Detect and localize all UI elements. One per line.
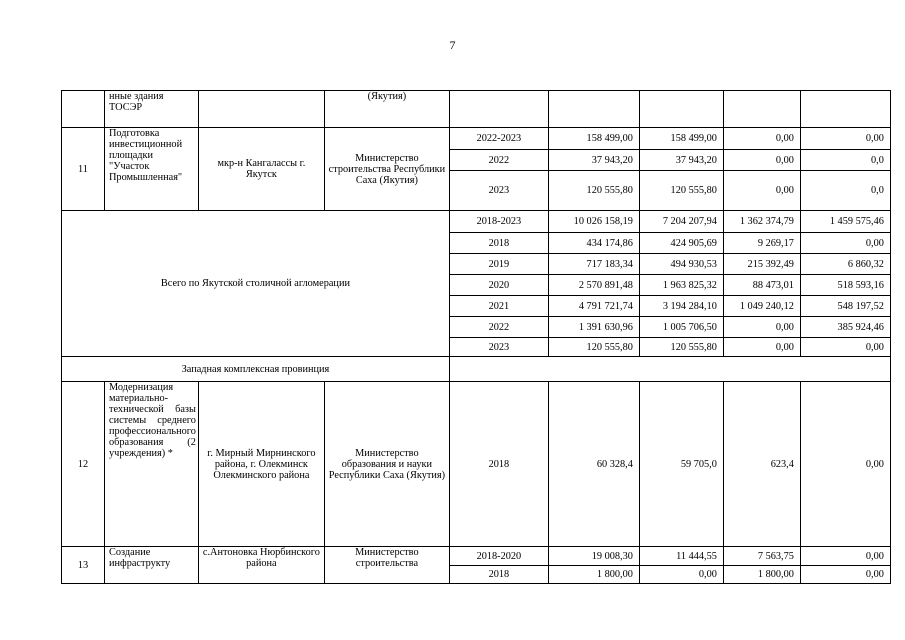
- cell-ministry: Министерство строительства Республики Саха (Якутия): [324, 128, 449, 211]
- table-row: [62, 128, 891, 150]
- cell-col2: 88 473,01: [723, 275, 800, 296]
- cell-col3: 0,0: [800, 150, 890, 171]
- cell-col2: [723, 91, 800, 128]
- cell-col2: 0,00: [723, 317, 800, 338]
- table-row-total: [62, 211, 891, 233]
- cell-total: 158 499,00: [548, 128, 639, 150]
- cell-total: 37 943,20: [548, 150, 639, 171]
- cell-total: 1 391 630,96: [548, 317, 639, 338]
- table-row-continuation: [62, 91, 891, 128]
- cell-period: 2023: [449, 338, 548, 357]
- cell-col2: 7 563,75: [723, 547, 800, 566]
- cell-col1: 0,00: [639, 566, 723, 584]
- cell-ministry: Министерство образования и науки Республики Саха (Якутия): [324, 382, 449, 547]
- cell-period: 2018-2023: [449, 211, 548, 233]
- cell-period: 2022: [449, 317, 548, 338]
- cell-col3: 548 197,52: [800, 296, 890, 317]
- cell-col1: 7 204 207,94: [639, 211, 723, 233]
- cell-col2: 215 392,49: [723, 254, 800, 275]
- cell-col3: 0,00: [800, 233, 890, 254]
- cell-total: 4 791 721,74: [548, 296, 639, 317]
- cell-col3: [800, 91, 890, 128]
- cell-total: [548, 91, 639, 128]
- cell-col1: 1 005 706,50: [639, 317, 723, 338]
- cell-total: 120 555,80: [548, 171, 639, 211]
- cell-col1: 120 555,80: [639, 171, 723, 211]
- cell-total: 60 328,4: [548, 382, 639, 547]
- cell-total: 717 183,34: [548, 254, 639, 275]
- section-header-row: [62, 357, 891, 382]
- cell-col2: 1 800,00: [723, 566, 800, 584]
- cell-col3: 0,00: [800, 547, 890, 566]
- cell-col3: 385 924,46: [800, 317, 890, 338]
- cell-col1: 120 555,80: [639, 338, 723, 357]
- cell-num: 13: [62, 547, 105, 584]
- cell-col2: 0,00: [723, 150, 800, 171]
- cell-col1: 494 930,53: [639, 254, 723, 275]
- cell-num: 12: [62, 382, 105, 547]
- cell-period: [449, 91, 548, 128]
- cell-col2: 0,00: [723, 171, 800, 211]
- cell-col2: 0,00: [723, 338, 800, 357]
- cell-total: 1 800,00: [548, 566, 639, 584]
- cell-total: 120 555,80: [548, 338, 639, 357]
- cell-col2: 9 269,17: [723, 233, 800, 254]
- cell-period: 2022-2023: [449, 128, 548, 150]
- cell-total-label: Всего по Якутской столичной агломерации: [62, 211, 450, 357]
- cell-col2: 1 049 240,12: [723, 296, 800, 317]
- cell-num: [62, 91, 105, 128]
- page-number: 7: [449, 38, 456, 52]
- table-row: [62, 547, 891, 566]
- cell-period: 2018-2020: [449, 547, 548, 566]
- cell-col2: 0,00: [723, 128, 800, 150]
- cell-period: 2023: [449, 171, 548, 211]
- cell-period: 2018: [449, 233, 548, 254]
- cell-total: 434 174,86: [548, 233, 639, 254]
- cell-ministry: Министерство строительства: [324, 547, 449, 584]
- cell-location: с.Антоновка Нюрбинского района: [198, 547, 324, 584]
- section-header-blank: [449, 357, 890, 382]
- cell-col1: 3 194 284,10: [639, 296, 723, 317]
- cell-col1: [639, 91, 723, 128]
- cell-period: 2020: [449, 275, 548, 296]
- cell-col3: 0,00: [800, 382, 890, 547]
- cell-col3: 6 860,32: [800, 254, 890, 275]
- cell-col1: 424 905,69: [639, 233, 723, 254]
- cell-col3: 0,00: [800, 128, 890, 150]
- cell-total: 2 570 891,48: [548, 275, 639, 296]
- cell-period: 2021: [449, 296, 548, 317]
- section-header: Западная комплексная провинция: [62, 357, 450, 382]
- table-row: [62, 382, 891, 547]
- cell-project-name: Создание инфраструкту: [105, 547, 199, 584]
- cell-col1: 158 499,00: [639, 128, 723, 150]
- cell-ministry: (Якутия): [324, 91, 449, 128]
- cell-total: 19 008,30: [548, 547, 639, 566]
- investment-projects-table: [61, 90, 891, 584]
- cell-col1: 11 444,55: [639, 547, 723, 566]
- cell-location: г. Мирный Мирнинского района, г. Олекминск Олекминского района: [198, 382, 324, 547]
- cell-num: 11: [62, 128, 105, 211]
- cell-period: 2018: [449, 382, 548, 547]
- cell-col2: 1 362 374,79: [723, 211, 800, 233]
- cell-col3: 1 459 575,46: [800, 211, 890, 233]
- cell-col1: 59 705,0: [639, 382, 723, 547]
- cell-project-name: нные здания ТОСЭР: [105, 91, 199, 128]
- cell-period: 2018: [449, 566, 548, 584]
- cell-col3: 0,00: [800, 338, 890, 357]
- cell-col1: 1 963 825,32: [639, 275, 723, 296]
- cell-period: 2022: [449, 150, 548, 171]
- cell-location: мкр-н Кангаласcы г. Якутск: [198, 128, 324, 211]
- cell-project-name: Модернизация материально-технической базы системы среднего профессионального образования (2 учреждения) *: [105, 382, 199, 547]
- cell-total: 10 026 158,19: [548, 211, 639, 233]
- cell-period: 2019: [449, 254, 548, 275]
- cell-location: [198, 91, 324, 128]
- cell-col3: 518 593,16: [800, 275, 890, 296]
- cell-project-name: Подготовка инвестиционной площадки "Участок Промышленная": [105, 128, 199, 211]
- cell-col3: 0,0: [800, 171, 890, 211]
- cell-col3: 0,00: [800, 566, 890, 584]
- cell-col2: 623,4: [723, 382, 800, 547]
- cell-col1: 37 943,20: [639, 150, 723, 171]
